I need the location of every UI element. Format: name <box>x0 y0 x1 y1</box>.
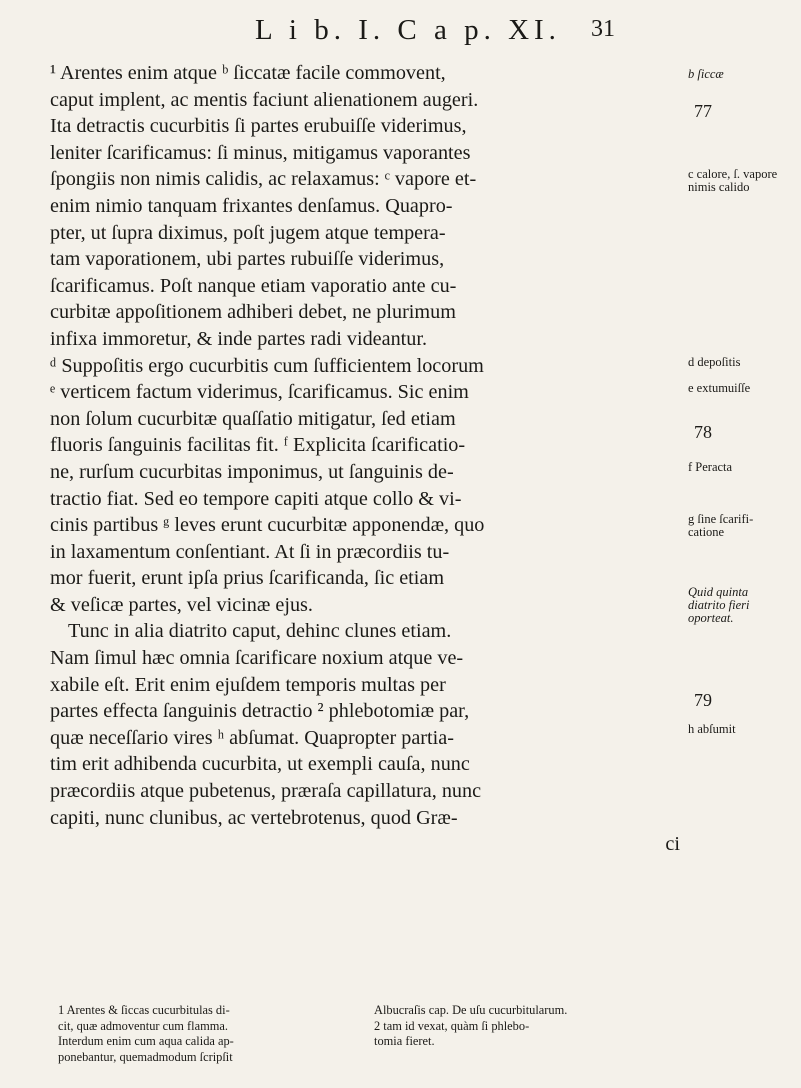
line-text: curbitæ appoſitionem adhiberi debet, ne plurimum <box>50 301 456 324</box>
text-line <box>50 805 680 832</box>
line-text: caput implent, ac mentis faciunt alienationem augeri. <box>50 88 479 111</box>
text-line <box>50 831 680 858</box>
margin-note: Quid quinta diatrito fieri oporteat. <box>688 585 750 625</box>
text-line <box>50 246 680 273</box>
text-line <box>50 113 680 140</box>
footnotes-right <box>374 1003 684 1050</box>
catchword: ci <box>665 833 680 856</box>
text-line <box>50 459 680 486</box>
main-text <box>50 60 680 858</box>
line-text: & veſicæ partes, vel vicinæ ejus. <box>50 593 313 616</box>
line-text: ſcarificamus. Poſt nanque etiam vaporatio ante cu- <box>50 274 457 297</box>
margin-note: f Peracta <box>688 460 733 474</box>
text-line <box>50 220 680 247</box>
line-text: tim erit adhibenda cucurbita, ut exempli cauſa, nunc <box>50 753 470 776</box>
text-line <box>50 592 680 619</box>
line-text: xabile eſt. Erit enim ejuſdem temporis multas per <box>50 673 446 696</box>
line-text: partes effecta ſanguinis detractio ² phlebotomiæ par, <box>50 700 470 723</box>
footnote-line: ponebantur, quemadmodum ſcripſit <box>58 1049 233 1064</box>
footnote-line: cit, quæ admoventur cum flamma. <box>58 1018 228 1033</box>
line-text: leniter ſcarificamus: ſi minus, mitigamus vaporantes <box>50 141 471 164</box>
footnote-line: Albucraſis cap. De uſu cucurbitularum. <box>374 1003 568 1017</box>
line-text: pter, ut ſupra diximus, poſt jugem atque tempera- <box>50 221 446 244</box>
text-line <box>50 645 680 672</box>
text-line <box>50 725 680 752</box>
margin-note: c calore, ſ. vapore nimis calido <box>688 167 778 194</box>
line-text: tractio fiat. Sed eo tempore capiti atque collo & vi- <box>50 487 462 510</box>
running-head <box>255 14 675 50</box>
text-line <box>50 406 680 433</box>
line-text: ¹ Arentes enim atque ᵇ ſiccatæ facile commovent, <box>50 62 446 84</box>
text-line <box>50 166 680 193</box>
margin-note: e extumuiſſe <box>688 381 751 395</box>
line-text: fluoris ſanguinis facilitas fit. ᶠ Explicita ſcarificatio- <box>50 434 466 457</box>
text-line <box>50 273 680 300</box>
text-line <box>50 486 680 513</box>
text-line <box>50 299 680 326</box>
line-text: quæ neceſſario vires ʰ abſumat. Quapropter partia- <box>50 726 454 749</box>
line-text: enim nimio tanquam frixantes denſamus. Quapro- <box>50 194 453 217</box>
line-text: in laxamentum conſentiant. At ſi in præcordiis tu- <box>50 540 450 563</box>
text-line <box>50 751 680 778</box>
text-line <box>50 672 680 699</box>
footnote-line: 1 Arentes & ſiccas cucurbitulas di- <box>58 1003 230 1017</box>
line-text: infixa immoretur, & inde partes radi videantur. <box>50 327 428 350</box>
line-text: capiti, nunc clunibus, ac vertebrotenus, quod Græ- <box>50 806 458 829</box>
text-line <box>50 565 680 592</box>
margin-note: h abſumit <box>688 722 736 736</box>
footnote-line: tomia fieret. <box>374 1034 435 1048</box>
line-text: cinis partibus ᵍ leves erunt cucurbitæ apponendæ, quo <box>50 514 485 537</box>
text-line <box>50 698 680 725</box>
footnotes-left <box>58 1003 358 1065</box>
text-line <box>50 539 680 566</box>
footnote-line: 2 tam id vexat, quàm ſi phlebo- <box>374 1018 530 1033</box>
text-line <box>50 432 680 459</box>
text-line <box>50 778 680 805</box>
line-text: Nam ſimul hæc omnia ſcarificare noxium atque ve- <box>50 647 464 670</box>
margin-note: g ſine ſcarifi- catione <box>688 512 754 539</box>
line-text: tam vaporationem, ubi partes rubuiſſe viderimus, <box>50 248 445 271</box>
text-line <box>50 353 680 380</box>
text-line <box>50 618 680 645</box>
margin-line-number: 79 <box>694 690 712 710</box>
line-text: ᵉ verticem factum viderimus, ſcarificamus. Sic enim <box>50 381 469 404</box>
line-text: Ita detractis cucurbitis ſi partes erubuiſſe viderimus, <box>50 115 467 138</box>
line-text: Tunc in alia diatrito caput, dehinc clunes etiam. <box>68 620 452 643</box>
margin-note: b ſiccæ <box>688 67 724 81</box>
line-text: præcordiis atque pubetenus, præraſa capillatura, nunc <box>50 780 482 803</box>
line-text: ᵈ Suppoſitis ergo cucurbitis cum ſufficientem locorum <box>50 354 484 377</box>
margin-line-number: 78 <box>694 422 712 442</box>
running-head-title: L i b. I. C a p. XI. <box>255 14 561 46</box>
margin-note: d depoſitis <box>688 355 741 369</box>
text-line <box>50 379 680 406</box>
text-line <box>50 326 680 353</box>
text-line <box>50 512 680 539</box>
line-text: ſpongiis non nimis calidis, ac relaxamus: ᶜ vapore et- <box>50 168 477 191</box>
text-line <box>50 140 680 167</box>
text-line <box>50 60 680 87</box>
text-line <box>50 87 680 114</box>
footnote-line: Interdum enim cum aqua calida ap- <box>58 1034 234 1048</box>
line-text: ne, rurſum cucurbitas imponimus, ut ſanguinis de- <box>50 460 454 483</box>
text-line <box>50 193 680 220</box>
margin-line-number: 77 <box>694 101 712 121</box>
page-number: 31 <box>591 16 615 42</box>
line-text: non ſolum cucurbitæ quaſſatio mitigatur, ſed etiam <box>50 407 456 430</box>
line-text: mor fuerit, erunt ipſa prius ſcarificanda, ſic etiam <box>50 567 445 590</box>
